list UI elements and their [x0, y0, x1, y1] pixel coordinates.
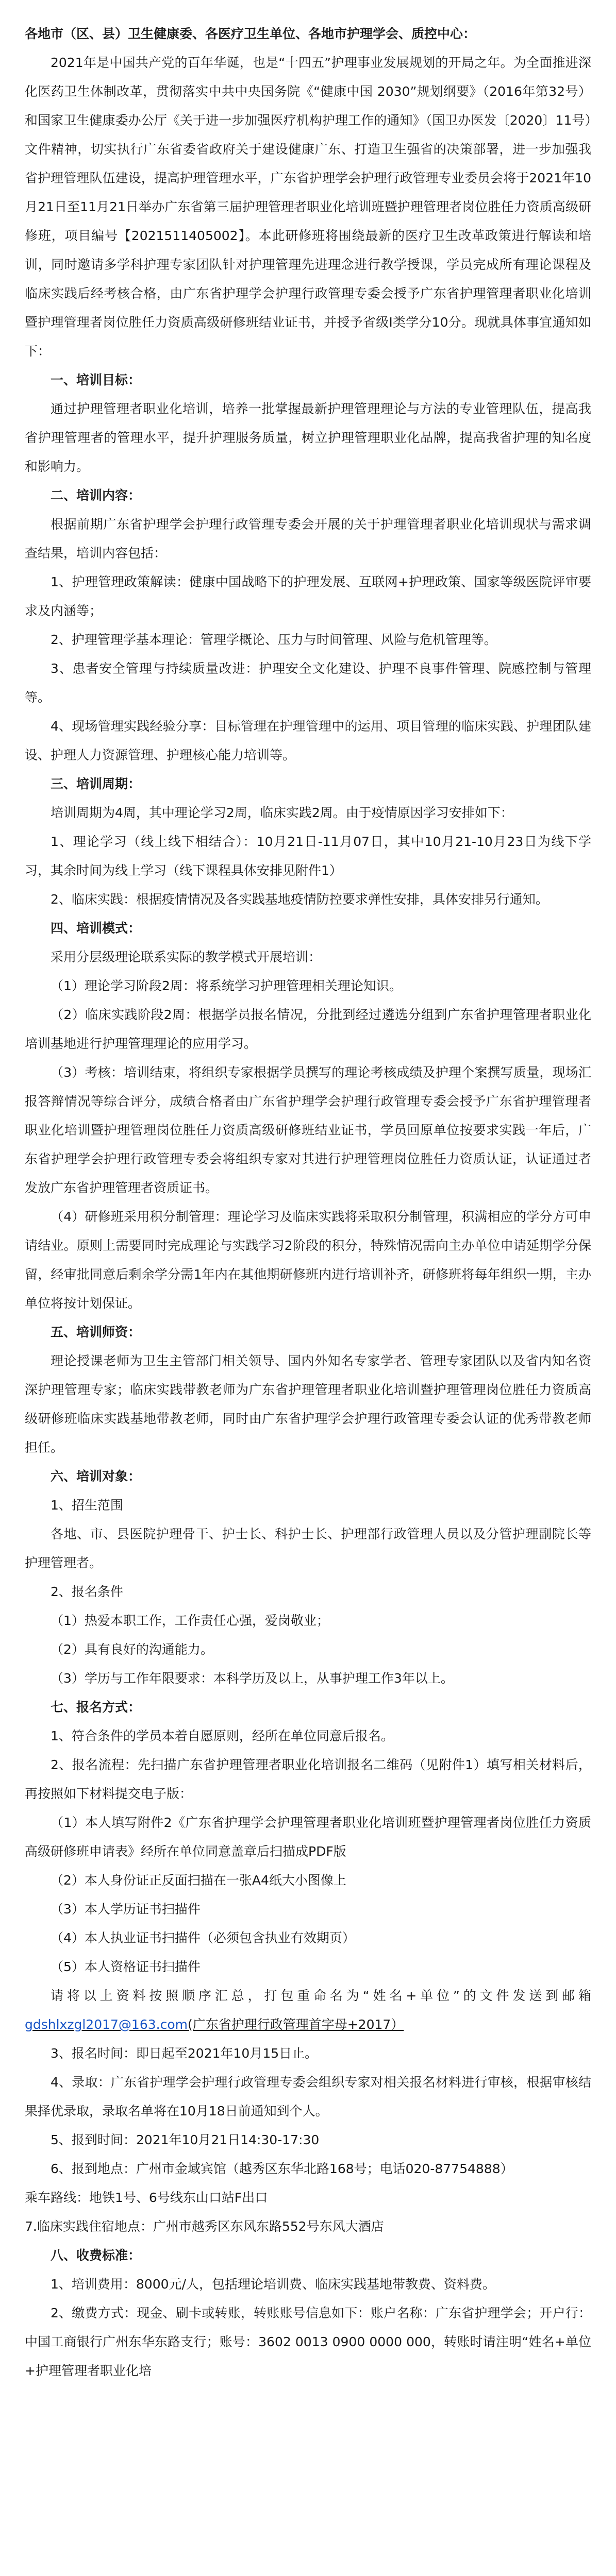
registration-email-instruction [25, 1981, 591, 2039]
section-registration-title: 七、报名方式： [51, 1700, 141, 1715]
section-target-title: 六、培训对象： [51, 1469, 141, 1484]
period-item-1: 1、理论学习（线上线下相结合）：10月21日-11月07日，其中10月21-10月23日为线下学习，其余时间为线上学习（线下课程具体安排见附件1） [25, 834, 591, 878]
email-instruction-text: 请将以上资料按照顺序汇总，打包重命名为“姓名+单位”的文件发送到邮箱 [51, 1988, 591, 2003]
registration-process: 2、报名流程：先扫描广东省护理管理者职业化培训报名二维码（见附件1）填写相关材料后，再按照如下材料提交电子版： [25, 1757, 591, 1801]
section-faculty-body: 理论授课老师为卫生主管部门相关领导、国内外知名专家学者、管理专家团队以及省内知名资深护理管理专家；临床实践带教老师为广东省护理管理者职业化培训暨护理管理岗位胜任力资质高级研修班临床实践基地带教老师，同时由广东省护理学会护理行政管理专委会认证的优秀带教老师担任。 [25, 1353, 591, 1455]
section-training-mode-body: 采用分层级理论联系实际的教学模式开展培训： [51, 950, 322, 964]
requirement-item-2: （2）具有良好的沟通能力。 [51, 1642, 213, 1657]
registration-material-5: （5）本人资格证书扫描件 [51, 1959, 201, 1974]
mode-item-2: （2）临床实践阶段2周：根据学员报名情况，分批到经过遴选分组到广东省护理管理者职业化培训基地进行护理管理理论的应用学习。 [25, 1007, 591, 1051]
registration-admission: 4、录取：广东省护理学会护理行政管理专委会组织专家对相关报名材料进行审核，根据审核结果择优录取，录取名单将在10月18日前通知到个人。 [25, 2075, 591, 2119]
registration-bus-route: 乘车路线：地铁1号、6号线东山口站F出口 [25, 2190, 268, 2205]
registration-material-2: （2）本人身份证正反面扫描在一张A4纸大小图像上 [51, 1873, 346, 1888]
blank-gap [25, 2385, 591, 2576]
email-link[interactable]: gdshlxzgl2017@163.com [25, 2017, 188, 2032]
intro-paragraph: 2021年是中国共产党的百年华诞，也是“十四五”护理事业发展规划的开局之年。为全面推进深化医药卫生体制改革，贯彻落实中共中央国务院《“健康中国 2030”规划纲要》（2016年第32号）和国家卫生健康委办公厅《关于进一步加强医疗机构护理工作的通知》（国卫办医发〔2020〕11号）文件精神，切实执行广东省委省政府关于建设健康广东、打造卫生强省的决策部署，进一步加强我省护理管理队伍建设，提高护理管理水平，广东省护理学会护理行政管理专业委员会将于2021年10月21日至11月21日举办广东省第三届护理管理者职业化培训班暨护理管理者岗位胜任力资质高级研修班，项目编号【2021511405002】。本此研修班将围绕最新的医疗卫生改革政策进行解读和培训，同时邀请多学科护理专家团队针对护理管理先进理念进行教学授课，学员完成所有理论课程及临床实践后经考核合格，由广东省护理学会护理行政管理专委会授予广东省护理管理者职业化培训暨护理管理者岗位胜任力资质高级研修班结业证书，并授予省级I类学分10分。现就具体事宜通知如下： [25, 55, 591, 359]
registration-material-3: （3）本人学历证书扫描件 [51, 1902, 201, 1917]
content-item-4: 4、现场管理实践经验分享：目标管理在护理管理中的运用、项目管理的临床实践、护理团队建设、护理人力资源管理、护理核心能力培训等。 [25, 719, 591, 762]
email-note: (广东省护理行政管理首字母+2017） [187, 2017, 404, 2032]
salutation: 各地市（区、县）卫生健康委、各医疗卫生单位、各地市护理学会、质控中心： [25, 26, 476, 41]
section-training-period-body: 培训周期为4周，其中理论学习2周，临床实践2周。由于疫情原因学习安排如下： [51, 805, 513, 820]
section-faculty-title: 五、培训师资： [51, 1325, 141, 1340]
registration-checkin-place: 6、报到地点：广州市金域宾馆（越秀区东华北路168号；电话020-87754888） [51, 2161, 513, 2176]
mode-item-1: （1）理论学习阶段2周：将系统学习护理管理相关理论知识。 [51, 978, 402, 993]
content-item-1: 1、护理管理政策解读：健康中国战略下的护理发展、互联网+护理政策、国家等级医院评审要求及内涵等； [25, 574, 591, 618]
registration-hotel: 7.临床实践住宿地点：广州市越秀区东风东路552号东风大酒店 [25, 2219, 384, 2234]
period-item-2: 2、临床实践：根据疫情情况及各实践基地疫情防控要求弹性安排，具体安排另行通知。 [51, 892, 548, 907]
registration-deadline: 3、报名时间：即日起至2021年10月15日止。 [51, 2046, 318, 2061]
registration-checkin-time: 5、报到时间：2021年10月21日14:30-17:30 [51, 2132, 320, 2147]
fee-item-1: 1、培训费用：8000元/人，包括理论培训费、临床实践基地带教费、资料费。 [51, 2277, 495, 2292]
mode-item-3: （3）考核：培训结束，将组织专家根据学员撰写的理论考核成绩及护理个案撰写质量，现场汇报答辩情况等综合评分，成绩合格者由广东省护理学会护理行政管理专委会授予广东省护理管理者职业化培训暨护理管理岗位胜任力资质高级研修班结业证书，学员回原单位按要求实践一年后，广东省护理学会护理行政管理专委会将组织专家对其进行护理管理岗位胜任力资质认证，认证通过者发放广东省护理管理者资质证书。 [25, 1065, 591, 1195]
requirement-item-3: （3）学历与工作年限要求：本科学历及以上，从事护理工作3年以上。 [51, 1671, 454, 1686]
target-scope-title: 1、招生范围 [51, 1498, 123, 1513]
content-item-3: 3、患者安全管理与持续质量改进：护理安全文化建设、护理不良事件管理、院感控制与管理等。 [25, 661, 591, 705]
section-training-mode-title: 四、培训模式： [51, 921, 141, 936]
email-link-wrap[interactable] [25, 2017, 404, 2032]
target-requirement-title: 2、报名条件 [51, 1584, 123, 1599]
content-item-2: 2、护理管理学基本理论：管理学概论、压力与时间管理、风险与危机管理等。 [51, 632, 497, 647]
registration-item-1: 1、符合条件的学员本着自愿原则，经所在单位同意后报名。 [51, 1728, 394, 1743]
registration-material-4: （4）本人执业证书扫描件（必须包含执业有效期页） [51, 1930, 355, 1945]
requirement-item-1: （1）热爱本职工作，工作责任心强，爱岗敬业； [51, 1613, 329, 1628]
section-training-period-title: 三、培训周期： [51, 776, 141, 791]
section-fee-title: 八、收费标准： [51, 2248, 141, 2263]
section-training-content-body: 根据前期广东省护理学会护理行政管理专委会开展的关于护理管理者职业化培训现状与需求调查结果，培训内容包括： [25, 517, 591, 561]
section-training-content-title: 二、培训内容： [51, 488, 141, 503]
mode-item-4: （4）研修班采用积分制管理：理论学习及临床实践将采取积分制管理，积满相应的学分方可申请结业。原则上需要同时完成理论与实践学习2阶段的积分，特殊情况需向主办单位申请延期学分保留，经审批同意后剩余学分需1年内在其他期研修班内进行培训补齐，研修班将每年组织一期，主办单位将按计划保证。 [25, 1209, 591, 1311]
section-training-goal-body: 通过护理管理者职业化培训，培养一批掌握最新护理管理理论与方法的专业管理队伍，提高我省护理管理者的管理水平，提升护理服务质量，树立护理管理职业化品牌，提高我省护理的知名度和影响力。 [25, 401, 591, 474]
registration-material-1: （1）本人填写附件2《广东省护理学会护理管理者职业化培训班暨护理管理者岗位胜任力资质高级研修班申请表》经所在单位同意盖章后扫描成PDF版 [25, 1815, 591, 1859]
section-training-goal-title: 一、培训目标： [51, 372, 141, 387]
target-scope-body: 各地、市、县医院护理骨干、护士长、科护士长、护理部行政管理人员以及分管护理副院长等护理管理者。 [25, 1527, 591, 1570]
fee-item-2: 2、缴费方式：现金、刷卡或转账，转账账号信息如下：账户名称：广东省护理学会；开户行：中国工商银行广州东华东路支行；账号：3602 0013 0900 0000 000，转账时请注明“姓名+单位+护理管理者职业化培 [25, 2306, 591, 2378]
